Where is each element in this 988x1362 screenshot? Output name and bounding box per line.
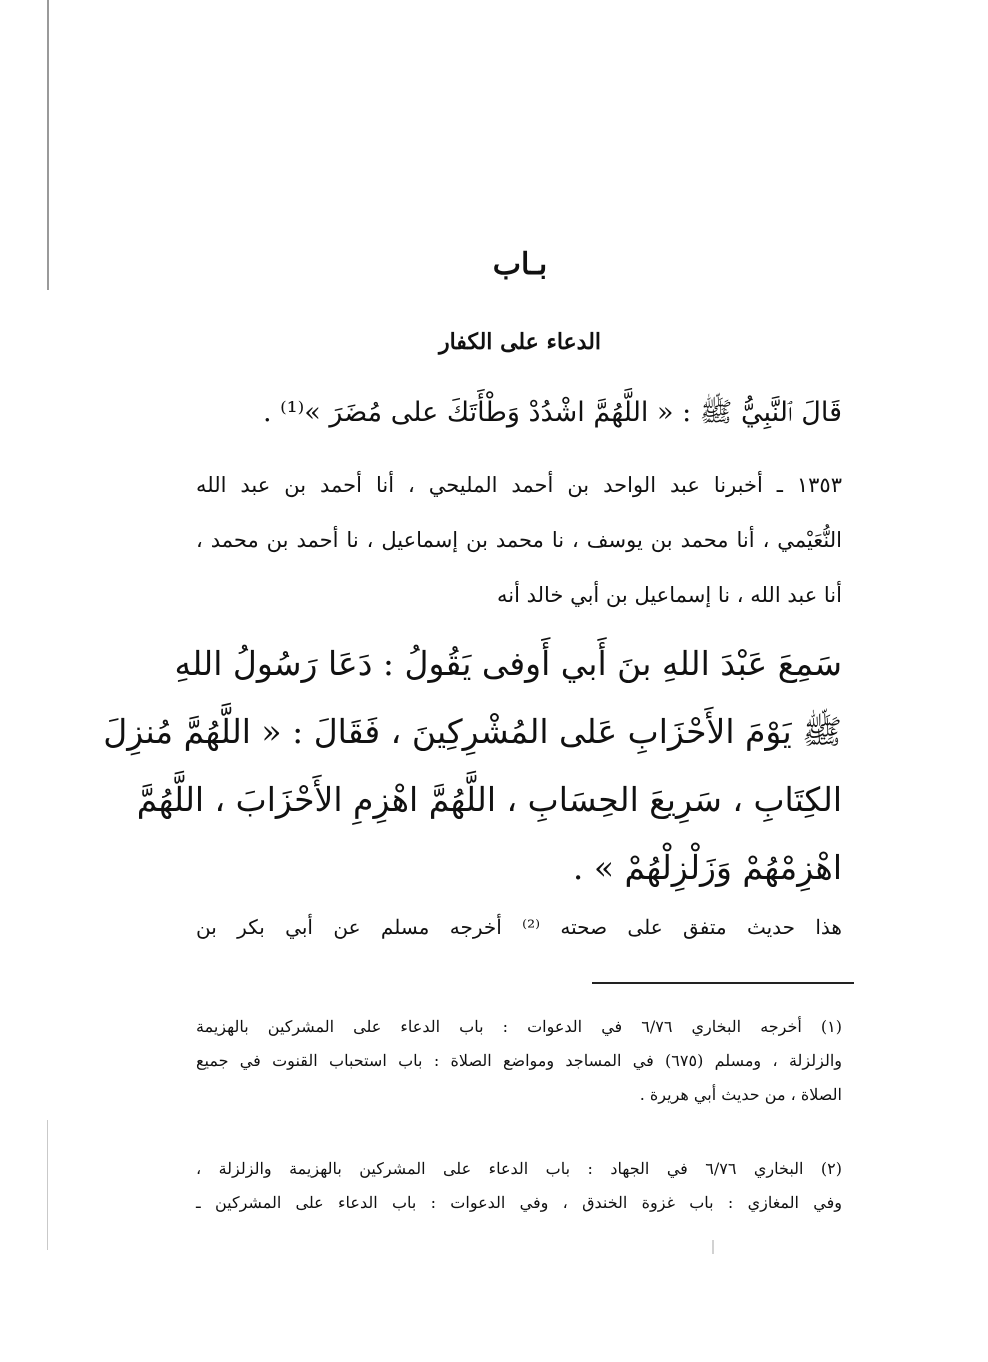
hadith-line-2: ﷺ يَوْمَ الأَحْزَابِ عَلى المُشْرِكِينَ ، فَقَالَ : « اللَّهُمَّ مُنزِلَ [103, 712, 842, 751]
scan-speck [712, 1240, 714, 1254]
footnote-2 [196, 1152, 842, 1220]
footnote-1-line-3: الصلاة ، من حديث أبي هريرة . [639, 1085, 842, 1104]
quote-line: قَالَ ٱلنَّبِيُّ ﷺ : « اللَّهُمَّ اشْدُدْ وَطْأَتَكَ على مُضَرَ »⁽¹⁾ . [262, 397, 842, 428]
scan-edge-line-lower [47, 1120, 48, 1250]
hadith-text [103, 630, 842, 902]
isnad-line-1: ١٣٥٣ ـ أخبرنا عبد الواحد بن أحمد المليحي ، أنا أحمد بن عبد الله [196, 473, 842, 497]
section-title: الدعاء على الكفار [438, 329, 602, 355]
chapter-heading: بـاب [492, 247, 548, 282]
hadith-remark [196, 902, 842, 952]
footnote-1 [196, 1010, 842, 1112]
isnad-paragraph [196, 458, 842, 623]
footnote-separator [592, 982, 854, 984]
footnote-1-line-1: (١) أخرجه البخاري ٦/٧٦ في الدعوات : باب الدعاء على المشركين بالهزيمة [196, 1017, 842, 1036]
remark-line: هذا حديث متفق على صحته ⁽²⁾ أخرجه مسلم عن أبي بكر بن [196, 915, 842, 939]
footnote-1-line-2: والزلزلة ، ومسلم (٦٧٥) في المساجد ومواضع الصلاة : باب استحباب القنوت في جميع [196, 1051, 842, 1070]
hadith-line-1: سَمِعَ عَبْدَ اللهِ بنَ أَبي أَوفى يَقُولُ : دَعَا رَسُولُ اللهِ [174, 644, 842, 683]
scan-edge-line [47, 0, 49, 290]
hadith-line-3: الكِتَابِ ، سَرِيعَ الحِسَابِ ، اللَّهُمَّ اهْزِمِ الأَحْزَابَ ، اللَّهُمَّ [136, 780, 842, 819]
prophet-quote [196, 388, 842, 438]
isnad-line-2: النُّعَيْمي ، أنا محمد بن يوسف ، نا محمد بن إسماعيل ، نا أحمد بن محمد ، [196, 528, 842, 552]
isnad-line-3: أنا عبد الله ، نا إسماعيل بن أبي خالد أنه [496, 583, 842, 607]
footnote-2-line-1: (٢) البخاري ٦/٧٦ في الجهاد : باب الدعاء على المشركين بالهزيمة والزلزلة ، [196, 1159, 843, 1178]
footnote-2-line-2: وفي المغازي : باب غزوة الخندق ، وفي الدعوات : باب الدعاء على المشركين ـ [196, 1193, 842, 1212]
hadith-line-4: اهْزِمْهُمْ وَزَلْزِلْهُمْ » . [572, 848, 842, 887]
